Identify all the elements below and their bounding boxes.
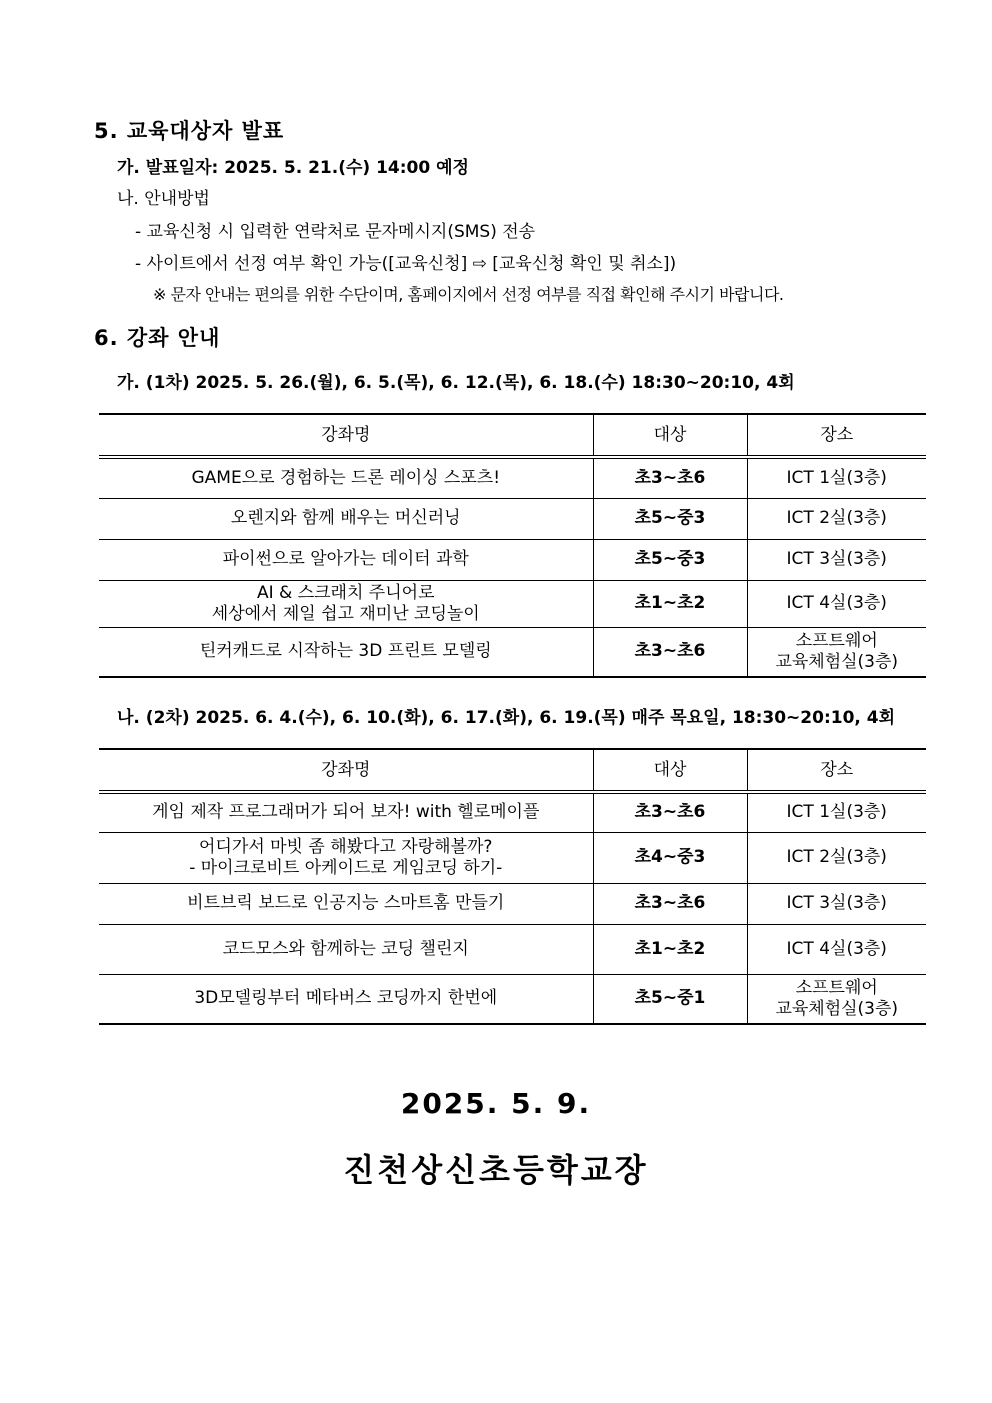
table-row xyxy=(99,627,926,677)
course-name-line: 어디가서 마빗 좀 해봤다고 자랑해볼까? xyxy=(199,836,493,857)
place-line: 소프트웨어 xyxy=(795,977,878,998)
target-cell: 초5~중3 xyxy=(593,539,747,580)
target-cell: 초3~초6 xyxy=(593,883,747,924)
table-row xyxy=(99,832,926,883)
place-cell xyxy=(747,457,926,498)
guide-item-site: - 사이트에서 선정 여부 확인 가능([교육신청] ⇨ [교육신청 확인 및 취소]) xyxy=(135,254,677,274)
header-place: 장소 xyxy=(747,414,926,457)
round1-title: 가. (1차) 2025. 5. 26.(월), 6. 5.(목), 6. 12.(목), 6. 18.(수) 18:30~20:10, 4회 xyxy=(117,373,795,393)
place-line: ICT 3실(3층) xyxy=(786,893,887,913)
target-cell: 초4~중3 xyxy=(593,832,747,883)
header-target: 대상 xyxy=(593,414,747,457)
table-row xyxy=(99,924,926,974)
round2-table xyxy=(99,748,926,1025)
place-cell xyxy=(747,832,926,883)
course-name-line: GAME으로 경험하는 드론 레이싱 스포츠! xyxy=(191,467,501,488)
target-cell: 초3~초6 xyxy=(593,627,747,677)
target-cell: 초3~초6 xyxy=(593,792,747,832)
document-date: 2025. 5. 9. xyxy=(400,1087,592,1120)
course-name-line: - 마이크로비트 아케이드로 게임코딩 하기- xyxy=(189,857,503,878)
header-place: 장소 xyxy=(747,749,926,792)
place-line: 교육체험실(3층) xyxy=(775,998,899,1019)
table-row xyxy=(99,883,926,924)
table-header-row xyxy=(99,749,926,792)
place-cell xyxy=(747,924,926,974)
place-line: 교육체험실(3층) xyxy=(775,651,899,672)
header-course-name: 강좌명 xyxy=(99,414,593,457)
place-line: ICT 4실(3층) xyxy=(786,593,887,613)
place-cell xyxy=(747,580,926,627)
principal-signature: 진천상신초등학교장 xyxy=(343,1151,649,1189)
course-name-cell xyxy=(99,974,593,1024)
place-cell xyxy=(747,883,926,924)
place-line: ICT 4실(3층) xyxy=(786,938,887,959)
table-row xyxy=(99,457,926,498)
header-course-name: 강좌명 xyxy=(99,749,593,792)
place-cell xyxy=(747,627,926,677)
announce-date: 가. 발표일자: 2025. 5. 21.(수) 14:00 예정 xyxy=(117,158,469,178)
table-row xyxy=(99,792,926,832)
course-name-cell xyxy=(99,924,593,974)
guide-item-sms: - 교육신청 시 입력한 연락처로 문자메시지(SMS) 전송 xyxy=(135,222,536,242)
section5-title: 5. 교육대상자 발표 xyxy=(94,119,285,143)
target-cell: 초1~초2 xyxy=(593,580,747,627)
guide-method-heading: 나. 안내방법 xyxy=(117,189,210,209)
course-name-cell xyxy=(99,457,593,498)
table-header-row xyxy=(99,414,926,457)
round1-table xyxy=(99,413,926,678)
table-row xyxy=(99,974,926,1024)
course-name-cell xyxy=(99,627,593,677)
place-line: ICT 1실(3층) xyxy=(786,802,887,823)
round2-title: 나. (2차) 2025. 6. 4.(수), 6. 10.(화), 6. 17.(화), 6. 19.(목) 매주 목요일, 18:30~20:10, 4회 xyxy=(117,708,896,728)
course-name-line: 세상에서 제일 쉽고 재미난 코딩놀이 xyxy=(211,603,480,624)
target-cell: 초1~초2 xyxy=(593,924,747,974)
place-line: ICT 2실(3층) xyxy=(786,847,887,867)
course-name-line: 코드모스와 함께하는 코딩 챌린지 xyxy=(222,938,469,959)
course-name-cell xyxy=(99,832,593,883)
guide-note: ※ 문자 안내는 편의를 위한 수단이며, 홈페이지에서 선정 여부를 직접 확인해 주시기 바랍니다. xyxy=(153,285,784,304)
place-line: ICT 1실(3층) xyxy=(786,467,887,488)
course-name-line: AI & 스크래치 주니어로 xyxy=(257,582,435,603)
place-line: ICT 2실(3층) xyxy=(786,508,887,528)
course-name-line: 3D모델링부터 메타버스 코딩까지 한번에 xyxy=(194,988,498,1009)
target-cell: 초5~중1 xyxy=(593,974,747,1024)
table-row xyxy=(99,498,926,539)
place-cell xyxy=(747,539,926,580)
course-name-cell xyxy=(99,539,593,580)
place-cell xyxy=(747,498,926,539)
course-name-cell xyxy=(99,883,593,924)
table-row xyxy=(99,539,926,580)
target-cell: 초5~중3 xyxy=(593,498,747,539)
course-name-line: 틴커캐드로 시작하는 3D 프린트 모델링 xyxy=(199,641,492,662)
table-row xyxy=(99,580,926,627)
header-target: 대상 xyxy=(593,749,747,792)
course-name-line: 비트브릭 보드로 인공지능 스마트홈 만들기 xyxy=(187,893,505,913)
course-name-line: 파이썬으로 알아가는 데이터 과학 xyxy=(222,549,469,569)
course-name-cell xyxy=(99,498,593,539)
course-name-line: 게임 제작 프로그래머가 되어 보자! with 헬로메이플 xyxy=(152,802,540,823)
place-line: ICT 3실(3층) xyxy=(786,549,887,569)
place-line: 소프트웨어 xyxy=(795,630,878,651)
course-name-cell xyxy=(99,580,593,627)
target-cell: 초3~초6 xyxy=(593,457,747,498)
place-cell xyxy=(747,974,926,1024)
course-name-cell xyxy=(99,792,593,832)
place-cell xyxy=(747,792,926,832)
section6-title: 6. 강좌 안내 xyxy=(94,326,221,350)
course-name-line: 오렌지와 함께 배우는 머신러닝 xyxy=(230,508,461,528)
